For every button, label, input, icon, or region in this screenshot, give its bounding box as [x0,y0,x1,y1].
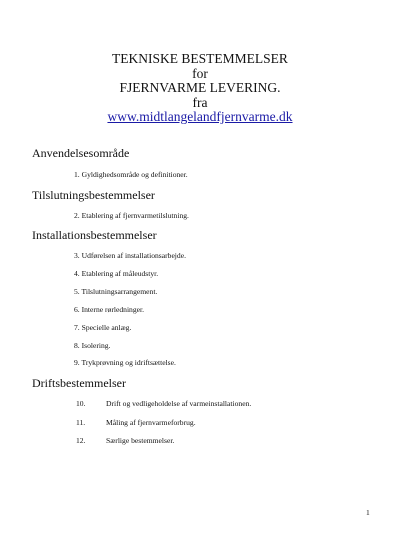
section-heading: Anvendelsesområde [32,146,130,160]
title-block [0,52,400,125]
title-line: fra [192,94,208,110]
toc-item-text: Interne rørledninger. [81,305,145,314]
page-number: 1 [366,508,370,517]
toc-item-text: Etablering af fjernvarmetilslutning. [81,211,189,220]
title-line: TEKNISKE BESTEMMELSER [112,51,288,66]
toc-item [74,341,111,350]
toc-item [74,251,186,260]
toc-item-text: Etablering af måleudstyr. [81,269,159,278]
toc-item-text: Specielle anlæg. [81,323,132,332]
toc-item [74,323,131,332]
toc-item-number: 2. [74,211,80,220]
toc-item [74,269,158,278]
toc-item-text: Måling af fjernvarmeforbrug. [106,418,196,427]
toc-item [74,170,188,179]
website-link[interactable]: www.midtlangelandfjernvarme.dk [107,109,293,124]
title-line: for [192,65,208,81]
toc-item-number: 11. [76,418,86,427]
toc-item-text: Tilslutningsarrangement. [81,287,158,296]
toc-item [74,305,144,314]
section-heading: Tilslutningsbestemmelser [32,188,155,202]
toc-item-number: 6. [74,305,80,314]
section-heading: Driftsbestemmelser [32,376,126,390]
toc-item-text: Drift og vedligeholdelse af varmeinstallationen. [106,399,252,408]
toc-item-text: Trykprøvning og idriftsættelse. [81,358,176,367]
toc-item-number: 3. [74,251,80,260]
toc-item-number: 5. [74,287,80,296]
toc-item-text: Gyldighedsområde og definitioner. [81,170,188,179]
toc-item-text: Isolering. [81,341,111,350]
toc-item-number: 12. [76,436,86,445]
section-heading: Installationsbestemmelser [32,228,157,242]
toc-item-number: 9. [74,358,80,367]
toc-item-text: Udførelsen af installationsarbejde. [81,251,186,260]
toc-item-number: 4. [74,269,80,278]
toc-item [74,211,189,220]
toc-item-number: 7. [74,323,80,332]
toc-item-text: Særlige bestemmelser. [106,436,175,445]
title-line: FJERNVARME LEVERING. [119,80,281,95]
toc-item-number: 8. [74,341,80,350]
toc-item-number: 10. [76,399,86,408]
toc-item [74,358,176,367]
toc-item [74,287,157,296]
toc-item-number: 1. [74,170,80,179]
